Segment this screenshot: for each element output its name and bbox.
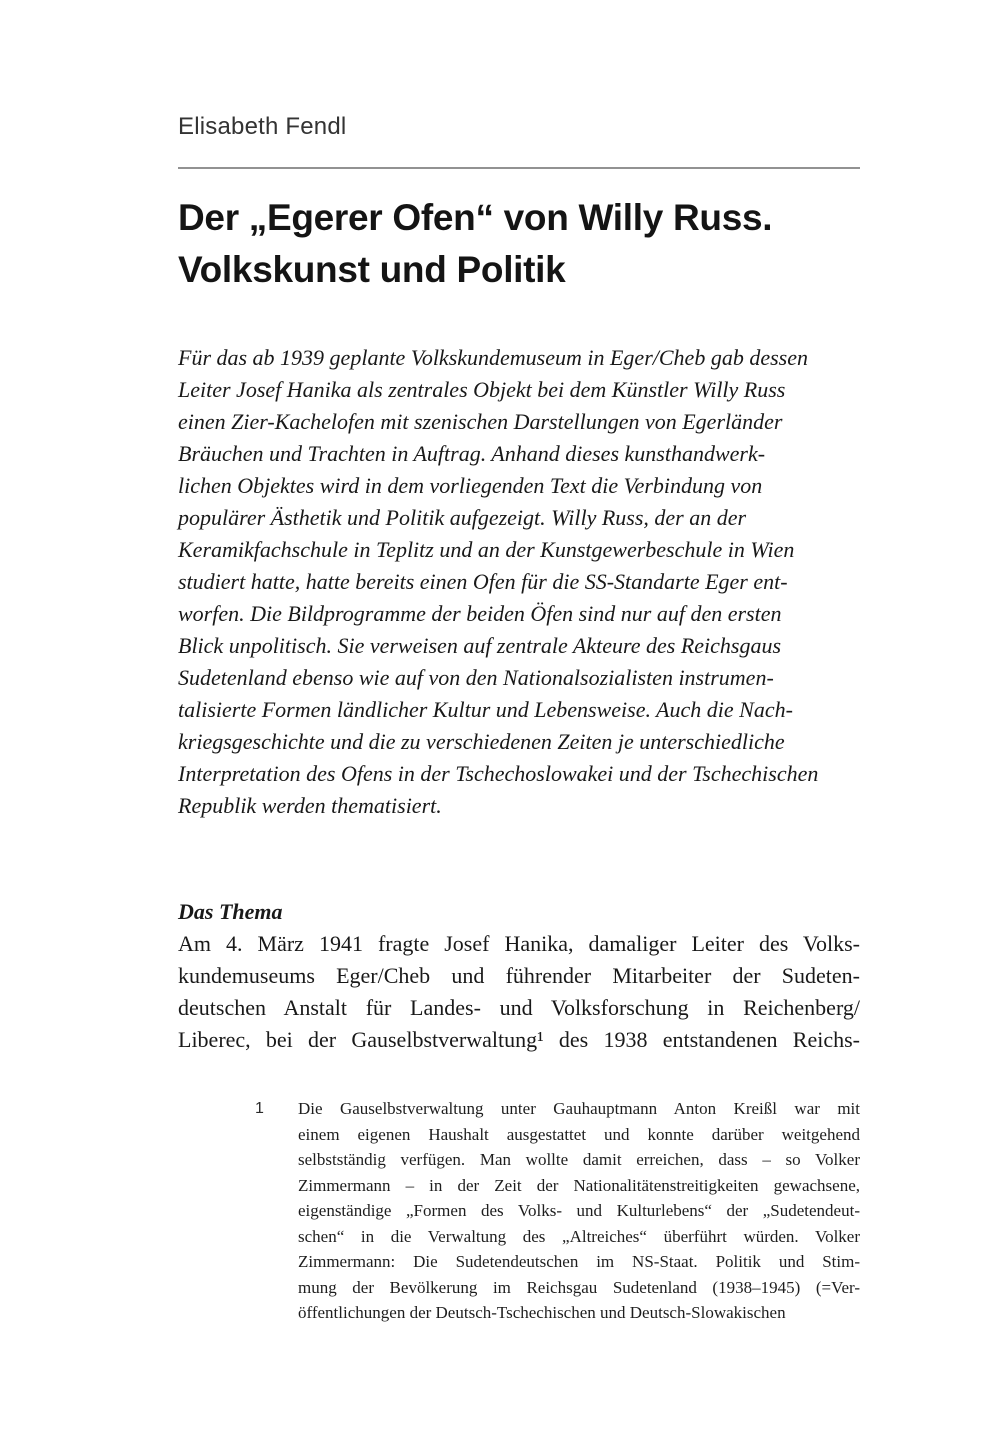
text-line: Zimmermann – in der Zeit der Nationalitätenstreitigkeiten gewachsene, xyxy=(298,1175,860,1195)
text-line: eigenständige „Formen des Volks- und Kulturlebens“ der „Sudetendeut- xyxy=(298,1201,860,1220)
text-line: einem eigenen Haushalt ausgestattet und konnte darüber weitgehend xyxy=(298,1124,860,1144)
text-line: lichen Objektes wird in dem vorliegenden Text die Verbindung von xyxy=(178,473,763,498)
text-line: studiert hatte, hatte bereits einen Ofen für die SS-Standarte Eger ent- xyxy=(178,569,788,594)
text-line: worfen. Die Bildprogramme der beiden Öfen sind nur auf den ersten xyxy=(178,601,782,626)
text-line: Am 4. März 1941 fragte Josef Hanika, damaliger Leiter des Volks- xyxy=(178,931,860,956)
text-line: Liberec, bei der Gauselbstverwaltung¹ des 1938 entstandenen Reichs- xyxy=(178,1027,860,1052)
footnotes-block xyxy=(178,1096,860,1326)
text-line: Interpretation des Ofens in der Tschechoslowakei und der Tschechischen xyxy=(178,761,819,786)
header-divider xyxy=(178,167,860,169)
article-title xyxy=(178,192,898,296)
text-line: selbstständig verfügen. Man wollte damit erreichen, dass – so Volker xyxy=(298,1150,860,1169)
text-line: kundemuseums Eger/Cheb und führender Mitarbeiter der Sudeten- xyxy=(178,963,860,988)
text-line: Republik werden thematisiert. xyxy=(178,793,442,818)
text-line: talisierte Formen ländlicher Kultur und Lebensweise. Auch die Nach- xyxy=(178,697,793,722)
text-line: deutschen Anstalt für Landes- und Volksforschung in Reichenberg/ xyxy=(178,995,860,1020)
author-name: Elisabeth Fendl xyxy=(178,113,347,140)
text-line: einen Zier-Kachelofen mit szenischen Darstellungen von Egerländer xyxy=(178,409,783,434)
text-line: Zimmermann: Die Sudetendeutschen im NS-Staat. Politik und Stim- xyxy=(298,1252,860,1271)
section-heading: Das Thema xyxy=(178,899,283,924)
text-line: öffentlichungen der Deutsch-Tschechischen und Deutsch-Slowakischen xyxy=(298,1303,786,1322)
text-line: Blick unpolitisch. Sie verweisen auf zentrale Akteure des Reichsgaus xyxy=(178,633,782,658)
body-paragraph xyxy=(178,928,860,1056)
text-line: Volkskunst und Politik xyxy=(178,249,566,290)
text-line: Die Gauselbstverwaltung unter Gauhauptmann Anton Kreißl war mit xyxy=(298,1099,860,1118)
footnote-number: 1 xyxy=(255,1100,264,1117)
text-line: Bräuchen und Trachten in Auftrag. Anhand dieses kunsthandwerk- xyxy=(178,441,766,466)
text-line: mung der Bevölkerung im Reichsgau Sudetenland (1938–1945) (=Ver- xyxy=(298,1277,860,1297)
text-line: Der „Egerer Ofen“ von Willy Russ. xyxy=(178,197,773,238)
text-line: Leiter Josef Hanika als zentrales Objekt bei dem Künstler Willy Russ xyxy=(178,377,786,402)
section-das-thema xyxy=(178,896,860,1056)
text-line: Für das ab 1939 geplante Volkskundemuseum in Eger/Cheb gab dessen xyxy=(178,345,808,370)
text-line: kriegsgeschichte und die zu verschiedenen Zeiten je unterschiedliche xyxy=(178,729,785,754)
footnote-text xyxy=(298,1096,860,1326)
text-line: Keramikfachschule in Teplitz und an der Kunstgewerbeschule in Wien xyxy=(178,537,795,562)
text-line: populärer Ästhetik und Politik aufgezeigt. Willy Russ, der an der xyxy=(178,505,747,530)
abstract xyxy=(178,342,860,822)
text-line: Sudetenland ebenso wie auf von den Nationalsozialisten instrumen- xyxy=(178,665,774,690)
text-line: schen“ in die Verwaltung des „Altreiches“ überführt würden. Volker xyxy=(298,1226,860,1246)
footnote xyxy=(178,1096,860,1326)
